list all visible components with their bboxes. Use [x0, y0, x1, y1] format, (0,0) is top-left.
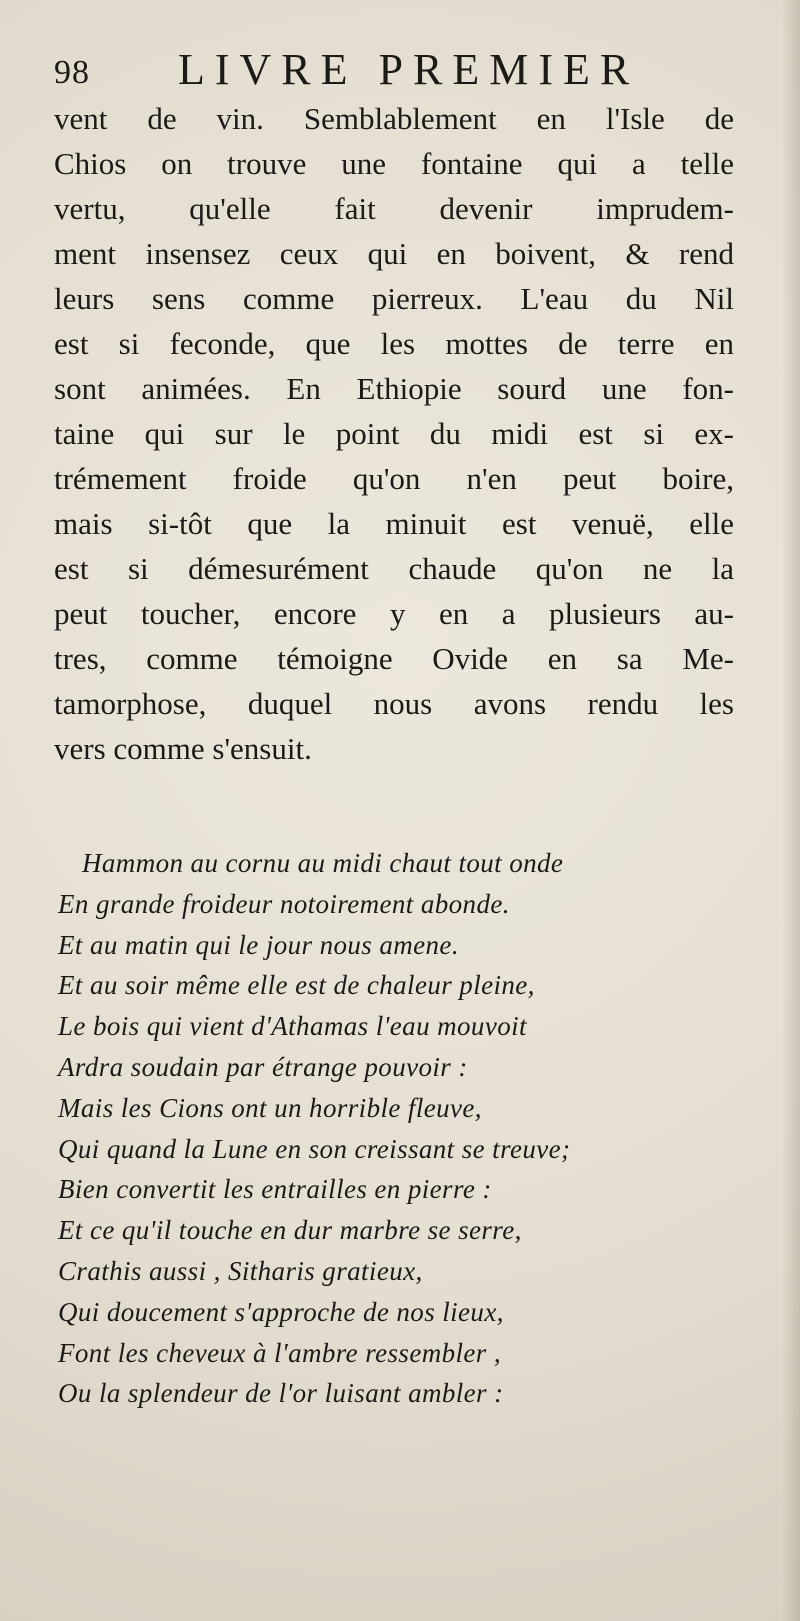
- running-head: [54, 40, 754, 100]
- prose-line: vers comme s'ensuit.: [54, 731, 312, 766]
- verse-line: Mais les Cions ont un horrible fleuve,: [58, 1092, 482, 1123]
- verse-line: Qui quand la Lune en son creissant se treuve;: [58, 1133, 571, 1164]
- verse-line: Hammon au cornu au midi chaut tout onde: [82, 848, 564, 878]
- verse-line: Ardra soudain par étrange pouvoir :: [58, 1051, 468, 1082]
- verse-line: Le bois qui vient d'Athamas l'eau mouvoit: [58, 1011, 527, 1042]
- verse-line: Bien convertit les entrailles en pierre :: [58, 1174, 492, 1205]
- verse-line: En grande froideur notoirement abonde.: [58, 888, 510, 919]
- verse-line: Et au soir même elle est de chaleur pleine,: [58, 970, 535, 1001]
- verse-line: Et ce qu'il touche en dur marbre se serre,: [58, 1215, 522, 1246]
- verse-line: Ou la splendeur de l'or luisant ambler :: [58, 1378, 504, 1409]
- prose-paragraph: [54, 96, 734, 771]
- verse-line: Et au matin qui le jour nous amene.: [58, 929, 459, 960]
- prose-line: taine qui sur le point du midi est si ex-: [54, 416, 734, 451]
- prose-line: sont animées. En Ethiopie sourd une fon-: [54, 371, 734, 406]
- prose-line: tres, comme témoigne Ovide en sa Me-: [54, 641, 734, 676]
- prose-line: Chios on trouve une fontaine qui a telle: [54, 146, 734, 181]
- prose-line: peut toucher, encore y en a plusieurs au-: [54, 596, 734, 631]
- running-title: LIVRE PREMIER: [178, 45, 640, 94]
- verse-line: Crathis aussi , Sitharis gratieux,: [58, 1255, 423, 1286]
- page-number: 98: [54, 54, 90, 91]
- prose-line: vent de vin. Semblablement en l'Isle de: [54, 101, 734, 136]
- prose-line: trémement froide qu'on n'en peut boire,: [54, 461, 734, 496]
- prose-line: mais si-tôt que la minuit est venuë, elle: [54, 506, 734, 541]
- prose-line: tamorphose, duquel nous avons rendu les: [54, 686, 734, 721]
- verse-line: Qui doucement s'approche de nos lieux,: [58, 1296, 504, 1327]
- page-edge-shadow: [782, 0, 800, 1621]
- prose-line: leurs sens comme pierreux. L'eau du Nil: [54, 281, 734, 316]
- prose-line: vertu, qu'elle fait devenir imprudem-: [54, 191, 734, 226]
- verse-block: [58, 843, 758, 1414]
- verse-line: Font les cheveux à l'ambre ressembler ,: [58, 1337, 501, 1368]
- prose-line: ment insensez ceux qui en boivent, & rend: [54, 236, 734, 271]
- prose-line: est si démesurément chaude qu'on ne la: [54, 551, 734, 586]
- prose-line: est si feconde, que les mottes de terre en: [54, 326, 734, 361]
